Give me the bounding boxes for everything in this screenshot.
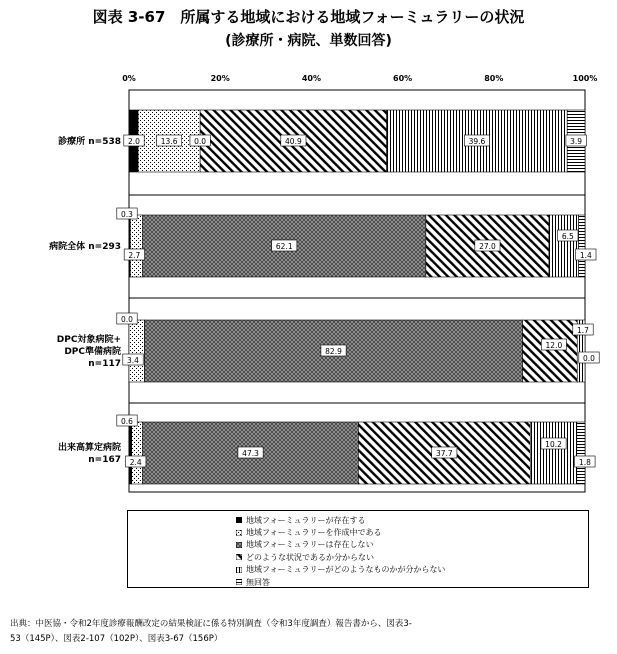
data-label: 3.4 — [127, 355, 139, 365]
data-label: 2.0 — [128, 136, 140, 146]
data-label: 10.2 — [545, 439, 562, 449]
bar-segment — [129, 422, 132, 484]
x-tick-label: 80% — [484, 74, 504, 83]
legend-swatch-exists — [236, 517, 242, 523]
data-label: 0.6 — [121, 416, 133, 426]
category-label: 病院全体 n=293 — [49, 242, 121, 252]
legend-item — [236, 564, 588, 576]
category-label: n=167 — [88, 455, 121, 465]
legend-label: どのような状況であるか分からない — [246, 552, 374, 562]
data-label: 0.0 — [194, 136, 207, 146]
category-label: n=117 — [88, 359, 121, 369]
data-label: 6.5 — [561, 231, 574, 241]
legend-item — [236, 539, 588, 551]
data-label: 13.6 — [160, 136, 178, 146]
data-label: 3.9 — [570, 136, 583, 146]
data-label: 2.4 — [129, 457, 142, 467]
bar-segment — [579, 215, 585, 277]
source-line: 出典：中医協・令和2年度診療報酬改定の結果検証に係る特別調査（令和3年度調査）報告書から、図表3- — [10, 619, 412, 629]
legend-swatch-no-answer — [236, 579, 242, 585]
chart-subtitle: (診療所・病院、単数回答) — [225, 33, 392, 49]
data-label: 12.0 — [545, 340, 563, 350]
data-label: 0.0 — [583, 353, 595, 363]
data-label: 40.9 — [285, 136, 302, 146]
category-label: 診療所 n=538 — [58, 137, 121, 147]
x-tick-label: 100% — [572, 74, 598, 83]
legend-label: 無回答 — [246, 577, 270, 587]
data-label: 82.9 — [325, 346, 342, 356]
bar-segment — [549, 215, 579, 277]
bar-segment — [129, 320, 145, 382]
legend — [127, 510, 589, 588]
data-label: 39.6 — [468, 136, 486, 146]
legend-item — [236, 514, 588, 526]
data-label: 2.7 — [128, 250, 141, 260]
bar-segment — [577, 422, 585, 484]
legend-label: 地域フォーミュラリーを作成中である — [246, 528, 382, 538]
bar-segment — [523, 320, 578, 382]
data-label: 1.4 — [579, 250, 592, 260]
bar-segment — [530, 422, 577, 484]
legend-item — [236, 526, 588, 538]
chart-title: 図表 3-67 所属する地域における地域フォーミュラリーの状況 — [92, 8, 525, 26]
source-line: 53（145P）、図表2-107（102P）、図表3-67（156P） — [10, 634, 223, 644]
data-label: 0.3 — [121, 209, 133, 219]
x-tick-label: 0% — [122, 74, 136, 83]
legend-swatch-creating — [236, 530, 242, 536]
data-label: 0.0 — [121, 314, 133, 324]
data-label: 62.1 — [275, 241, 293, 251]
data-label: 1.8 — [578, 457, 591, 467]
data-label: 47.3 — [242, 448, 259, 458]
bar-segment — [129, 422, 143, 484]
category-label: DPC準備病院 — [64, 347, 121, 357]
category-label: 出来高算定病院 — [57, 443, 121, 453]
category-label: DPC対象病院+ — [56, 335, 121, 345]
source-note — [10, 617, 610, 647]
data-label: 37.7 — [435, 448, 453, 458]
legend-swatch-unknown-what — [236, 567, 242, 573]
legend-item — [236, 576, 588, 588]
x-tick-label: 40% — [301, 74, 321, 83]
data-label: 1.7 — [577, 325, 589, 335]
legend-swatch-none — [236, 542, 242, 548]
x-tick-label: 60% — [393, 74, 413, 83]
legend-item — [236, 551, 588, 563]
bar-segment — [130, 215, 142, 277]
legend-label: 地域フォーミュラリーがどのようなものかが分からない — [246, 565, 446, 575]
x-tick-label: 20% — [210, 74, 230, 83]
legend-label: 地域フォーミュラリーが存在する — [246, 515, 366, 525]
legend-swatch-unknown-status — [236, 554, 242, 560]
legend-label: 地域フォーミュラリーは存在しない — [246, 540, 374, 550]
data-label: 27.0 — [479, 241, 496, 251]
